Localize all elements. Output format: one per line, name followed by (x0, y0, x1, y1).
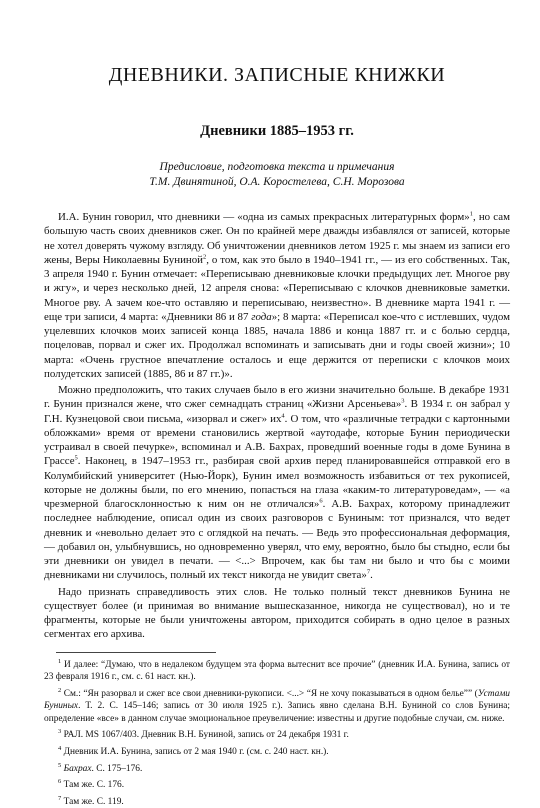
credits-line: Предисловие, подготовка текста и примечания (44, 160, 510, 175)
footnote (44, 729, 510, 742)
footnote-italic: Бахрах (64, 764, 92, 774)
text-run: И.А. Бунин говорил, что дневники — «одна из самых прекрасных литературных форм» (58, 211, 470, 223)
credits (44, 160, 510, 190)
footnote-italic: Устами Буниных (44, 689, 510, 712)
footnote (44, 688, 510, 726)
footnote (44, 659, 510, 684)
chapter-subtitle: Дневники 1885–1953 гг. (44, 123, 510, 140)
paragraph (44, 585, 510, 642)
footnote-text: И далее: “Думаю, что в недалеком будущем эта форма вытеснит все прочие” (дневник И.А. Бунина, запись от 23 февраля 1916 г., см. с. 61 наст. кн.). (44, 660, 510, 683)
footnote-number: 1 (58, 657, 61, 664)
text-run: . О том, что «различные тетрадки с картонными обложками» время от времени становились жертвой «аутодафе, которые Бунин периодически устраивал в своей печурке», вспоминал и А.В. Бахрах, проведший военные годы в доме Бунина в Грассе (44, 413, 510, 468)
footnote-text: Дневник И.А. Бунина, запись от 2 мая 1940 г. (см. с. 240 наст. кн.). (64, 747, 329, 757)
footnote-number: 4 (58, 745, 61, 752)
footnote-text: Там же. С. 176. (64, 780, 124, 790)
footnote (44, 796, 510, 808)
footnote-ref: 5 (75, 455, 78, 462)
paragraph (44, 383, 510, 583)
text-run: . В 1934 г. он забрал у Г.Н. Кузнецовой свои письма, «изорвал и сжег» их (44, 398, 510, 424)
text-run: Надо признать справедливость этих слов. Не только полный текст дневников Бунина не существует более (и принимая во внимание вышесказанное, никогда не существовал), но и те фрагменты, которые не были уничтожены автором, приходится собирать в одно целое в разных сегментах его архива. (44, 586, 510, 641)
footnote-number: 3 (58, 728, 61, 735)
text-run: , но сам большую часть своих дневников сжег. Он по крайней мере дважды избавлялся от записей, которые не хотел доверять чужому взгляду. Об уничтожении дневников летом 1925 г. мы знаем из записи его жены, Веры Николаевны Буниной (44, 211, 510, 266)
footnote-ref: 1 (470, 210, 473, 217)
footnote-ref: 3 (401, 398, 404, 405)
footnote-number: 2 (58, 687, 61, 694)
text-run: . Наконец, в 1947–1953 гг., разбирая свой архив перед планировавшейся отправкой его в Колумбийский университет (Нью-Йорк), Бунин имел возможность избавиться от тех рукописей, которые не должны были, по его мнению, попасться на глаза «каким-то литературоведам», — «а чрезмерной благосклонностью к ним он не отличался» (44, 455, 510, 510)
footnote-text: См.: “Ян разорвал и сжег все свои дневники-рукописи. <...> “Я не хочу показываться в одном белье”” ( (64, 689, 478, 699)
text-run: . А.В. Бахрах, которому принадлежит последнее наблюдение, описал один из своих разговоров с Буниным: тот признался, что ведет дневник и «невольно делает это с оглядкой на печать. — Ведь это профессиональная деформация, — добавил он, улыбнувшись, но одновременно уверял, что ему, вероятно, было бы стыдно, если бы эти дневники он увидел в печати. — <...> Впрочем, как бы там ни было и что бы с моими дневниками ни случилось, полный их текст никогда не увидит света» (44, 498, 510, 581)
footnote (44, 763, 510, 776)
paragraph (44, 210, 510, 381)
footnote-ref: 7 (367, 569, 370, 576)
italic-run: года (251, 311, 272, 323)
footnote-divider (56, 652, 216, 653)
body-text (44, 210, 510, 642)
footnote (44, 779, 510, 792)
text-run: Можно предположить, что таких случаев было в его жизни значительно больше. В декабре 1931 г. Бунин признался жене, что сжег семнадцать страниц «Жизни Арсеньева» (44, 384, 510, 410)
footnote-text: . С. 175–176. (92, 764, 143, 774)
footnote-number: 7 (58, 795, 61, 802)
footnote-text: . Т. 2. С. 145–146; запись от 30 июля 1925 г.). Запись явно сделана В.Н. Буниной со слов Бунина; определение «все» в данном случае эмоциональное преувеличение: известны и другие подобные случаи, см. ниже. (44, 701, 510, 724)
footnote-text: РАЛ. MS 1067/403. Дневник В.Н. Буниной, запись от 24 декабря 1931 г. (64, 730, 349, 740)
footnote (44, 746, 510, 759)
credits-line: Т.М. Двинятиной, О.А. Коростелева, С.Н. Морозова (44, 175, 510, 190)
footnote-text: Там же. С. 119. (64, 797, 124, 807)
footnote-ref: 2 (203, 253, 206, 260)
footnotes (44, 659, 510, 808)
footnote-number: 6 (58, 778, 61, 785)
footnote-ref: 4 (281, 412, 284, 419)
footnote-number: 5 (58, 762, 61, 769)
text-run: , о том, как это было в 1940–1941 гг., — из его собственных. Так, 3 апреля 1940 г. Бунин отмечает: «Переписываю дневниковые клочки предыдущих лет. Многое рву и жгу», и через несколько дней, 12 апреля снова: «Переписываю с клочков дневниковые заметки. Многое рву. А зачем кое-что оставляю и переписываю, неизвестно». В дневнике марта 1941 г. — еще три записи, 4 марта: «Дневники 86 и 87 (44, 254, 510, 323)
section-title: ДНЕВНИКИ. ЗАПИСНЫЕ КНИЖКИ (44, 0, 510, 87)
footnote-ref: 6 (319, 497, 322, 504)
text-run: . (370, 569, 373, 581)
text-run: »; 8 марта: «Переписал кое-что с истлевших, чудом уцелевших клочков моих записей конца 1885, начала 1886 и конца 1887 гг. и с болью сердца, поцеловав, порвал и сжег их. Продолжал вспоминать и записывать дни и годы своей жизни»; 10 марта: «Очень грустное впечатление осталось и еще держится от переписки с клочков моих полудетских записей (1885, 86 и 87 гг.)». (44, 311, 510, 380)
